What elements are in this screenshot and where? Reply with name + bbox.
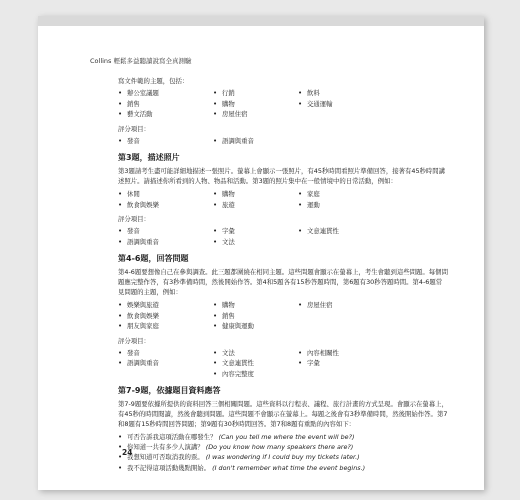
header-brand: Collins	[90, 57, 112, 65]
intro-eval-label: 評分項目：	[118, 124, 150, 133]
page-content	[118, 76, 448, 473]
list-item: • 娛樂與旅遊	[118, 300, 213, 311]
list-item: • 語調與重音	[118, 237, 213, 248]
section-4-6-eval-label: 評分項目：	[118, 336, 150, 345]
list-item: • 內容相關性	[298, 348, 408, 359]
example-zh: 我不記得這項活動幾點開始。	[127, 463, 211, 472]
list-item: • 朋友與家庭	[118, 321, 213, 332]
list-item: • 字彙	[213, 226, 298, 237]
list-item: • 藝文活動	[118, 109, 213, 120]
list-item: • 內容完整度	[213, 369, 298, 380]
section-3-eval-label: 評分項目：	[118, 215, 150, 223]
list-item: • 購物	[213, 99, 298, 110]
list-item: • 家庭	[298, 189, 408, 200]
section-3-topic-list	[118, 189, 448, 210]
list-item: • 發音	[118, 348, 213, 359]
list-item: • 購物	[213, 300, 298, 311]
section-3-eval-list	[118, 226, 448, 247]
list-item: • 文法	[213, 237, 298, 248]
list-item: • 銷售	[118, 99, 213, 110]
book-page	[38, 16, 484, 490]
list-item: • 運動	[298, 200, 408, 211]
example-question	[118, 432, 448, 442]
example-question	[118, 463, 448, 473]
section-3-paragraph: 第3題請考生盡可能詳細地描述一張照片。螢幕上會顯示一張照片，有45秒時間看照片準備回答，接著有45秒時間講述照片。請描述你所看到的人物、物品和活動。第3題的照片集中在一般情境中的日常活動，例如：	[118, 167, 446, 185]
list-item: • 飲料	[298, 88, 408, 99]
list-item: • 發音	[118, 226, 213, 237]
example-en: (Can you tell me where the event will be?)	[218, 433, 355, 441]
list-item: • 辦公室議題	[118, 88, 213, 99]
page-number: 24	[122, 448, 133, 457]
list-item: • 文意連貫性	[298, 226, 408, 237]
section-4-6-paragraph: 第4-6題要想像自己在參與調查。此三題都圍繞在相同主題。這些問題會顯示在螢幕上，考生會聽到這些問題。每個問題應完整作答，有3秒準備時間，然後開始作答。第4和5題各有15秒答題時間，第6題有30秒答題時間。第4-6題常見問題的主題，例如：	[118, 268, 448, 296]
example-question	[118, 452, 448, 462]
list-item: • 銷售	[213, 311, 298, 322]
list-item: • 字彙	[298, 358, 408, 369]
section-7-9-paragraph: 第7-9題要依據所提供的資料回答三個相關問題。這些資料以行程表、議程、旅行計畫的方式呈現。會顯示在螢幕上，有45秒的時間閱讀，然後會聽到問題。這些問題不會顯示在螢幕上。每題之後會有3秒準備時間，然後開始作答。第7和8題有15秒時間回答問題；第9題有30秒時間回答。第7和8題有重點的內容如下：	[118, 400, 448, 428]
example-question	[118, 442, 448, 452]
running-header	[90, 56, 192, 65]
list-item: • 健康與運動	[213, 321, 298, 332]
page-top-band	[38, 16, 484, 26]
example-zh: 你知道一共有多少人演講？	[127, 443, 204, 452]
example-zh: 我想知道可否取消我的票。	[127, 453, 204, 462]
example-zh: 可否告訴我這項活動在哪發生？	[127, 433, 217, 441]
section-heading-4-6: 第4-6題，回答問題	[118, 254, 189, 263]
list-item: • 飲食與娛樂	[118, 311, 213, 322]
list-item: • 飲食與娛樂	[118, 200, 213, 211]
list-item: • 發音	[118, 136, 213, 147]
list-item: • 房屋住宿	[298, 300, 408, 311]
list-item: • 交通運輸	[298, 99, 408, 110]
intro-eval-list	[118, 136, 448, 147]
list-item: • 旅遊	[213, 200, 298, 211]
list-item: • 房屋住宿	[213, 109, 298, 120]
list-item: • 語調與重音	[118, 358, 213, 369]
list-item: • 文意連貫性	[213, 358, 298, 369]
list-item: • 行銷	[213, 88, 298, 99]
section-heading-3: 第3題，描述照片	[118, 153, 180, 162]
example-en: (Do you know how many speakers there are?)	[205, 443, 354, 452]
list-item: • 購物	[213, 189, 298, 200]
intro-topic-list	[118, 88, 448, 120]
section-heading-7-9: 第7-9題，依據題目資料應答	[118, 386, 221, 395]
intro-line: 寫文件範的主題，包括：	[118, 77, 189, 85]
header-title: 輕鬆多益聽讀說寫全真測驗	[113, 57, 192, 65]
example-question-list	[118, 432, 448, 473]
list-item: • 休閒	[118, 189, 213, 200]
example-en: (I was wondering if I could buy my tickets later.)	[205, 453, 360, 462]
section-4-6-eval-list	[118, 348, 448, 380]
list-item: • 語調與重音	[213, 136, 298, 147]
list-item: • 文法	[213, 348, 298, 359]
section-4-6-topic-list	[118, 300, 448, 332]
example-en: (I don't remember what time the event begins.)	[212, 463, 366, 472]
